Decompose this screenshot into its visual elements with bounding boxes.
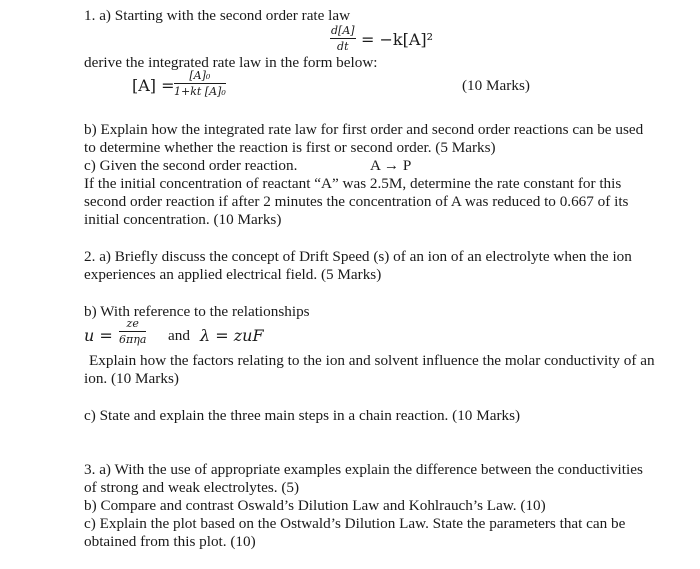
q3c-line2: obtained from this plot. (10) <box>84 533 256 550</box>
q3b-line1: b) Compare and contrast Oswald’s Dilution Law and Kohlrauch’s Law. (10) <box>84 497 546 514</box>
q1c-line1: c) Given the second order reaction. <box>84 157 298 174</box>
q3c-line1: c) Explain the plot based on the Ostwald’s Dilution Law. State the parameters that can be <box>84 515 626 532</box>
q3a-line1: 3. a) With the use of appropriate examples explain the difference between the conductivities <box>84 461 643 478</box>
integrated-fraction <box>174 70 226 98</box>
q2b-line2: Explain how the factors relating to the ion and solvent influence the molar conductivity of an <box>89 352 655 369</box>
eq-u-fraction <box>119 318 146 346</box>
q1c-line3: second order reaction if after 2 minutes the concentration of A was reduced to 0.667 of its <box>84 193 629 210</box>
q1b-line1: b) Explain how the integrated rate law for first order and second order reactions can be used <box>84 121 644 138</box>
q1c-line4: initial concentration. (10 Marks) <box>84 211 282 228</box>
q1c-line2: If the initial concentration of reactant “A” was 2.5M, determine the rate constant for this <box>84 175 622 192</box>
eq-and: and <box>168 327 190 344</box>
q2a-line2: experiences an applied electrical field. (5 Marks) <box>84 266 382 283</box>
rate-law-numerator: d[A] <box>331 24 355 37</box>
q1a-marks: (10 Marks) <box>462 77 530 94</box>
rate-law-denominator: dt <box>337 40 349 53</box>
integrated-denominator: 1+kt [A]₀ <box>174 85 226 98</box>
eq-u-numerator: ze <box>119 318 146 332</box>
integrated-numerator: [A]₀ <box>174 70 226 84</box>
q2c-line1: c) State and explain the three main steps in a chain reaction. (10 Marks) <box>84 407 521 424</box>
q1a-intro: 1. a) Starting with the second order rate law <box>84 7 351 24</box>
integrated-lhs: [A] = <box>132 76 175 95</box>
rate-law-fraction <box>330 25 356 53</box>
eq-u-denominator: 6πηa <box>119 333 147 346</box>
q1a-derive: derive the integrated rate law in the form below: <box>84 54 378 71</box>
rate-law-rhs: = −k[A]² <box>361 30 434 49</box>
eq-lambda: λ = zuF <box>200 326 264 345</box>
q1b-line2: to determine whether the reaction is first or second order. (5 Marks) <box>84 139 496 156</box>
q2b-line3: ion. (10 Marks) <box>84 370 179 387</box>
q2b-line1: b) With reference to the relationships <box>84 303 310 320</box>
q3a-line2: of strong and weak electrolytes. (5) <box>84 479 300 496</box>
q2a-line1: 2. a) Briefly discuss the concept of Drift Speed (s) of an ion of an electrolyte when the ion <box>84 248 632 265</box>
q1c-reaction: A → P <box>370 157 412 174</box>
eq-u-lhs: u = <box>84 326 113 345</box>
